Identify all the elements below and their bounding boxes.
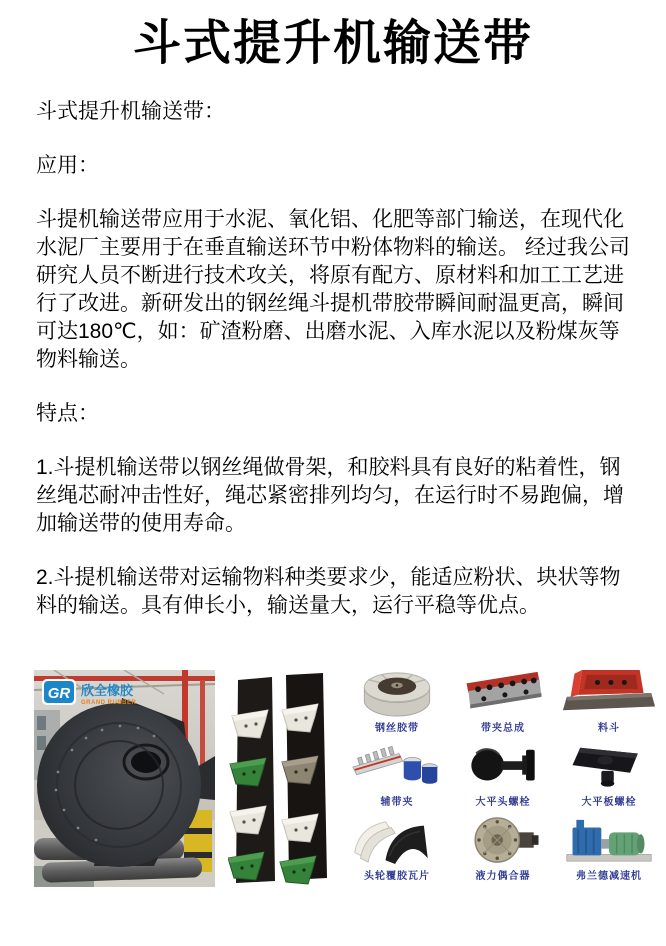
- application-heading: 应用：: [36, 154, 99, 177]
- product-icon-aux-belt-clamp: [348, 740, 446, 794]
- product-icon-steel-wire-belt: [348, 666, 446, 720]
- product-icon-belt-clamp-assembly: [454, 666, 552, 720]
- product-caption: 辅带夹: [380, 797, 414, 808]
- brand-monogram: GR: [47, 685, 71, 702]
- brand-name-en: GRAND RUBBER: [81, 700, 137, 706]
- intro-line: 斗式提升机输送带：: [36, 100, 225, 123]
- product-card: [450, 666, 556, 740]
- product-gallery: [0, 662, 666, 902]
- product-description-page: [0, 16, 666, 946]
- product-icon-head-wheel-rubber-tiles: [348, 814, 446, 868]
- product-caption: 头轮覆胶瓦片: [364, 871, 430, 882]
- product-caption: 料斗: [598, 723, 620, 734]
- product-icon-hydraulic-coupling: [454, 814, 552, 868]
- product-icon-flat-plate-bolt: [560, 740, 658, 794]
- product-caption: 液力偶合器: [475, 871, 531, 882]
- product-caption: 大平板螺栓: [581, 797, 637, 808]
- page-title: 斗式提升机输送带: [132, 17, 533, 70]
- product-caption: 钢丝胶带: [375, 723, 419, 734]
- bucket-belt-photo: [228, 662, 336, 888]
- brand-logo: [42, 679, 137, 706]
- product-card: [344, 666, 450, 740]
- product-icon-flat-head-bolt: [454, 740, 552, 794]
- product-caption: 大平头螺栓: [475, 797, 531, 808]
- factory-belt-roll-illustration: [34, 670, 215, 887]
- application-paragraph: 斗提机输送带应用于水泥、氧化铝、化肥等部门输送，在现代化水泥厂主要用于在垂直输送环节中粉体物料的输送。 经过我公司研究人员不断进行技术攻关，将原有配方、原材料和加工工艺进行了改进。新研发出的钢丝绳斗提机带胶带瞬间耐温更高，瞬间可达180℃，如：矿渣粉磨、出磨水泥、入库水泥以及粉煤灰等物料输送。: [36, 208, 630, 371]
- product-caption: 弗兰德减速机: [576, 871, 642, 882]
- factory-belt-roll-photo: [34, 670, 215, 887]
- product-card: [344, 814, 450, 888]
- product-icon-flender-reducer: [560, 814, 658, 868]
- product-card: [450, 814, 556, 888]
- product-caption: 带夹总成: [481, 723, 525, 734]
- brand-name-cn: 欣全橡胶: [81, 683, 134, 698]
- bucket-belt-illustration: [228, 662, 336, 888]
- product-card: [450, 740, 556, 814]
- feature-item-1: 1.斗提机输送带以钢丝绳做骨架，和胶料具有良好的粘着性，钢丝绳芯耐冲击性好，绳芯紧密排列均匀，在运行时不易跑偏，增加输送带的使用寿命。: [36, 456, 624, 535]
- accessory-grid: [344, 666, 662, 888]
- belt-roll-face: [37, 703, 201, 867]
- article-body: [36, 98, 630, 620]
- feature-item-2: 2.斗提机输送带对运输物料种类要求少，能适应粉状、块状等物料的输送。具有伸长小，输送量大，运行平稳等优点。: [36, 566, 621, 617]
- product-card: [556, 666, 662, 740]
- product-card: [344, 740, 450, 814]
- product-card: [556, 740, 662, 814]
- features-heading: 特点：: [36, 402, 99, 425]
- product-icon-hopper: [560, 666, 658, 720]
- product-card: [556, 814, 662, 888]
